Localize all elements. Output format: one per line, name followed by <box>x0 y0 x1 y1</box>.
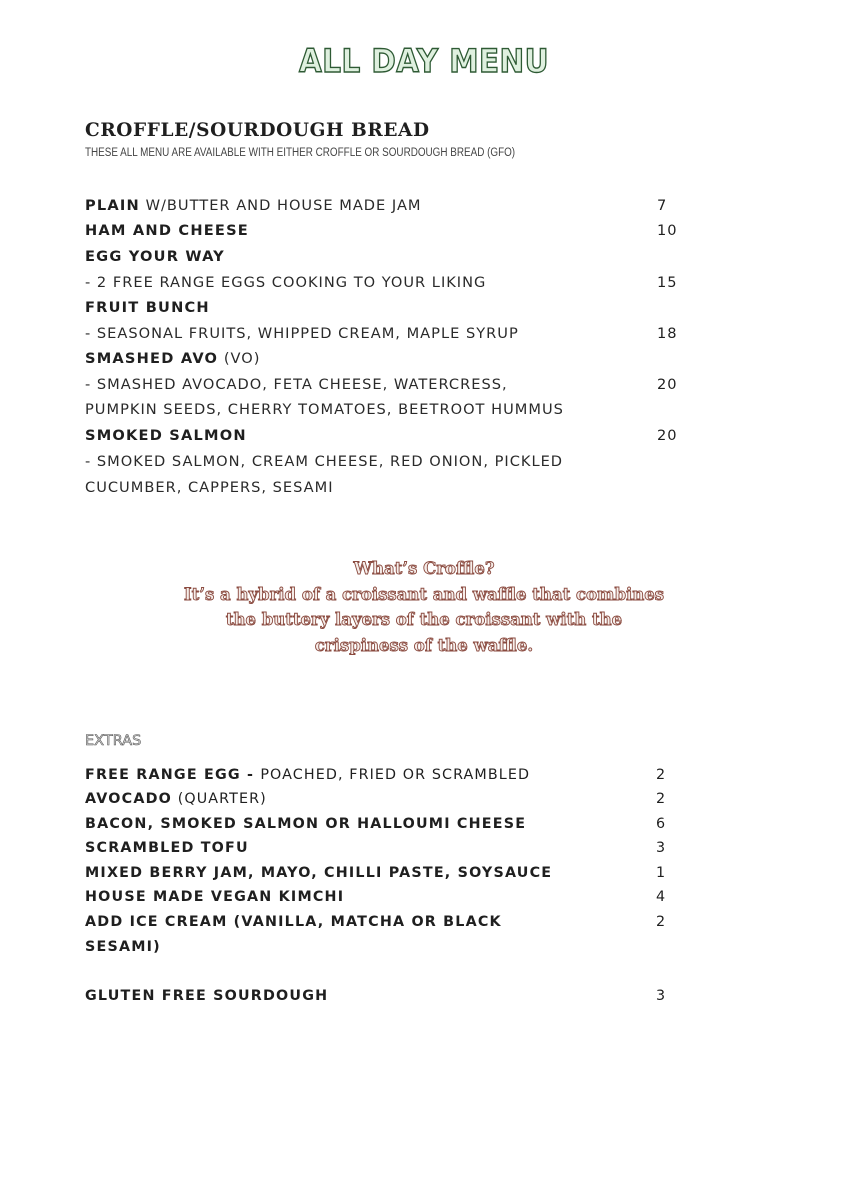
item-desc: - 2 FREE RANGE EGGS COOKING TO YOUR LIKING <box>85 274 487 291</box>
extra-name: SESAMI) <box>85 939 161 955</box>
menu-item <box>85 397 685 422</box>
extra-item <box>85 984 685 1008</box>
extra-name: SCRAMBLED TOFU <box>85 840 249 856</box>
item-name: SMOKED SALMON <box>85 427 247 444</box>
item-price: 7 <box>657 197 668 214</box>
item-price: 10 <box>657 222 678 239</box>
item-price: 15 <box>657 274 678 291</box>
extra-item <box>85 935 685 959</box>
extra-item <box>85 885 685 909</box>
croffle-note <box>0 556 848 658</box>
extra-price: 4 <box>656 889 667 905</box>
extra-name: FREE RANGE EGG - <box>85 767 261 783</box>
extra-price: 3 <box>656 988 667 1004</box>
extra-price: 1 <box>656 865 667 881</box>
menu-item <box>85 295 685 320</box>
extra-price: 2 <box>656 791 667 807</box>
item-price: 20 <box>657 376 678 393</box>
item-desc: - SMOKED SALMON, CREAM CHEESE, RED ONION, PICKLED <box>85 453 564 470</box>
croffle-note-line: crispiness of the waffle. <box>314 635 534 655</box>
item-desc: (VO) <box>223 350 261 367</box>
extra-item <box>85 787 685 811</box>
extra-name: HOUSE MADE VEGAN KIMCHI <box>85 889 345 905</box>
extra-name: BACON, SMOKED SALMON OR HALLOUMI CHEESE <box>85 816 527 832</box>
extras-heading: EXTRAS <box>85 733 142 749</box>
item-desc: - SEASONAL FRUITS, WHIPPED CREAM, MAPLE SYRUP <box>85 325 519 342</box>
menu-item <box>85 449 685 474</box>
extra-name: GLUTEN FREE SOURDOUGH <box>85 988 329 1004</box>
menu-item <box>85 244 685 269</box>
menu-item <box>85 423 685 448</box>
extra-name: ADD ICE CREAM (VANILLA, MATCHA OR BLACK <box>85 914 502 930</box>
extra-price: 6 <box>656 816 667 832</box>
item-desc: - SMASHED AVOCADO, FETA CHEESE, WATERCRESS, <box>85 376 508 393</box>
extra-price: 2 <box>656 914 667 930</box>
item-price: 18 <box>657 325 678 342</box>
menu-item <box>85 346 685 371</box>
extra-item <box>85 910 685 934</box>
extra-item <box>85 861 685 885</box>
extra-price: 2 <box>656 767 667 783</box>
item-desc: W/BUTTER AND HOUSE MADE JAM <box>139 197 422 214</box>
item-desc: PUMPKIN SEEDS, CHERRY TOMATOES, BEETROOT HUMMUS <box>85 401 564 418</box>
item-name: EGG YOUR WAY <box>85 248 225 265</box>
section-subheading: THESE ALL MENU ARE AVAILABLE WITH EITHER CROFFLE OR SOURDOUGH BREAD (GFO) <box>85 147 516 159</box>
item-name: SMASHED AVO <box>85 350 219 367</box>
extra-desc: (QUARTER) <box>177 791 267 807</box>
croffle-note-line: the buttery layers of the croissant with the <box>225 610 623 629</box>
menu-item <box>85 372 685 397</box>
extra-name: MIXED BERRY JAM, MAYO, CHILLI PASTE, SOYSAUCE <box>85 865 553 881</box>
item-name: HAM AND CHEESE <box>85 222 249 239</box>
extra-price: 3 <box>656 840 667 856</box>
extra-item <box>85 763 685 787</box>
extra-item <box>85 812 685 836</box>
section-heading: CROFFLE/SOURDOUGH BREAD <box>85 120 430 141</box>
menu-title: ALL DAY MENU <box>298 42 549 80</box>
item-desc: CUCUMBER, CAPPERS, SESAMI <box>85 479 334 496</box>
extra-name: AVOCADO <box>85 791 173 807</box>
menu-item <box>85 193 685 218</box>
menu-item <box>85 270 685 295</box>
extra-desc: POACHED, FRIED OR SCRAMBLED <box>260 767 531 783</box>
item-price: 20 <box>657 427 678 444</box>
croffle-note-question: What’s Croffle? <box>353 559 495 578</box>
menu-item <box>85 321 685 346</box>
item-name: PLAIN <box>85 197 140 214</box>
croffle-note-line: It’s a hybrid of a croissant and waffle that combines <box>183 584 665 604</box>
menu-item <box>85 218 685 243</box>
menu-item <box>85 475 685 500</box>
extra-item <box>85 836 685 860</box>
item-name: FRUIT BUNCH <box>85 299 210 316</box>
